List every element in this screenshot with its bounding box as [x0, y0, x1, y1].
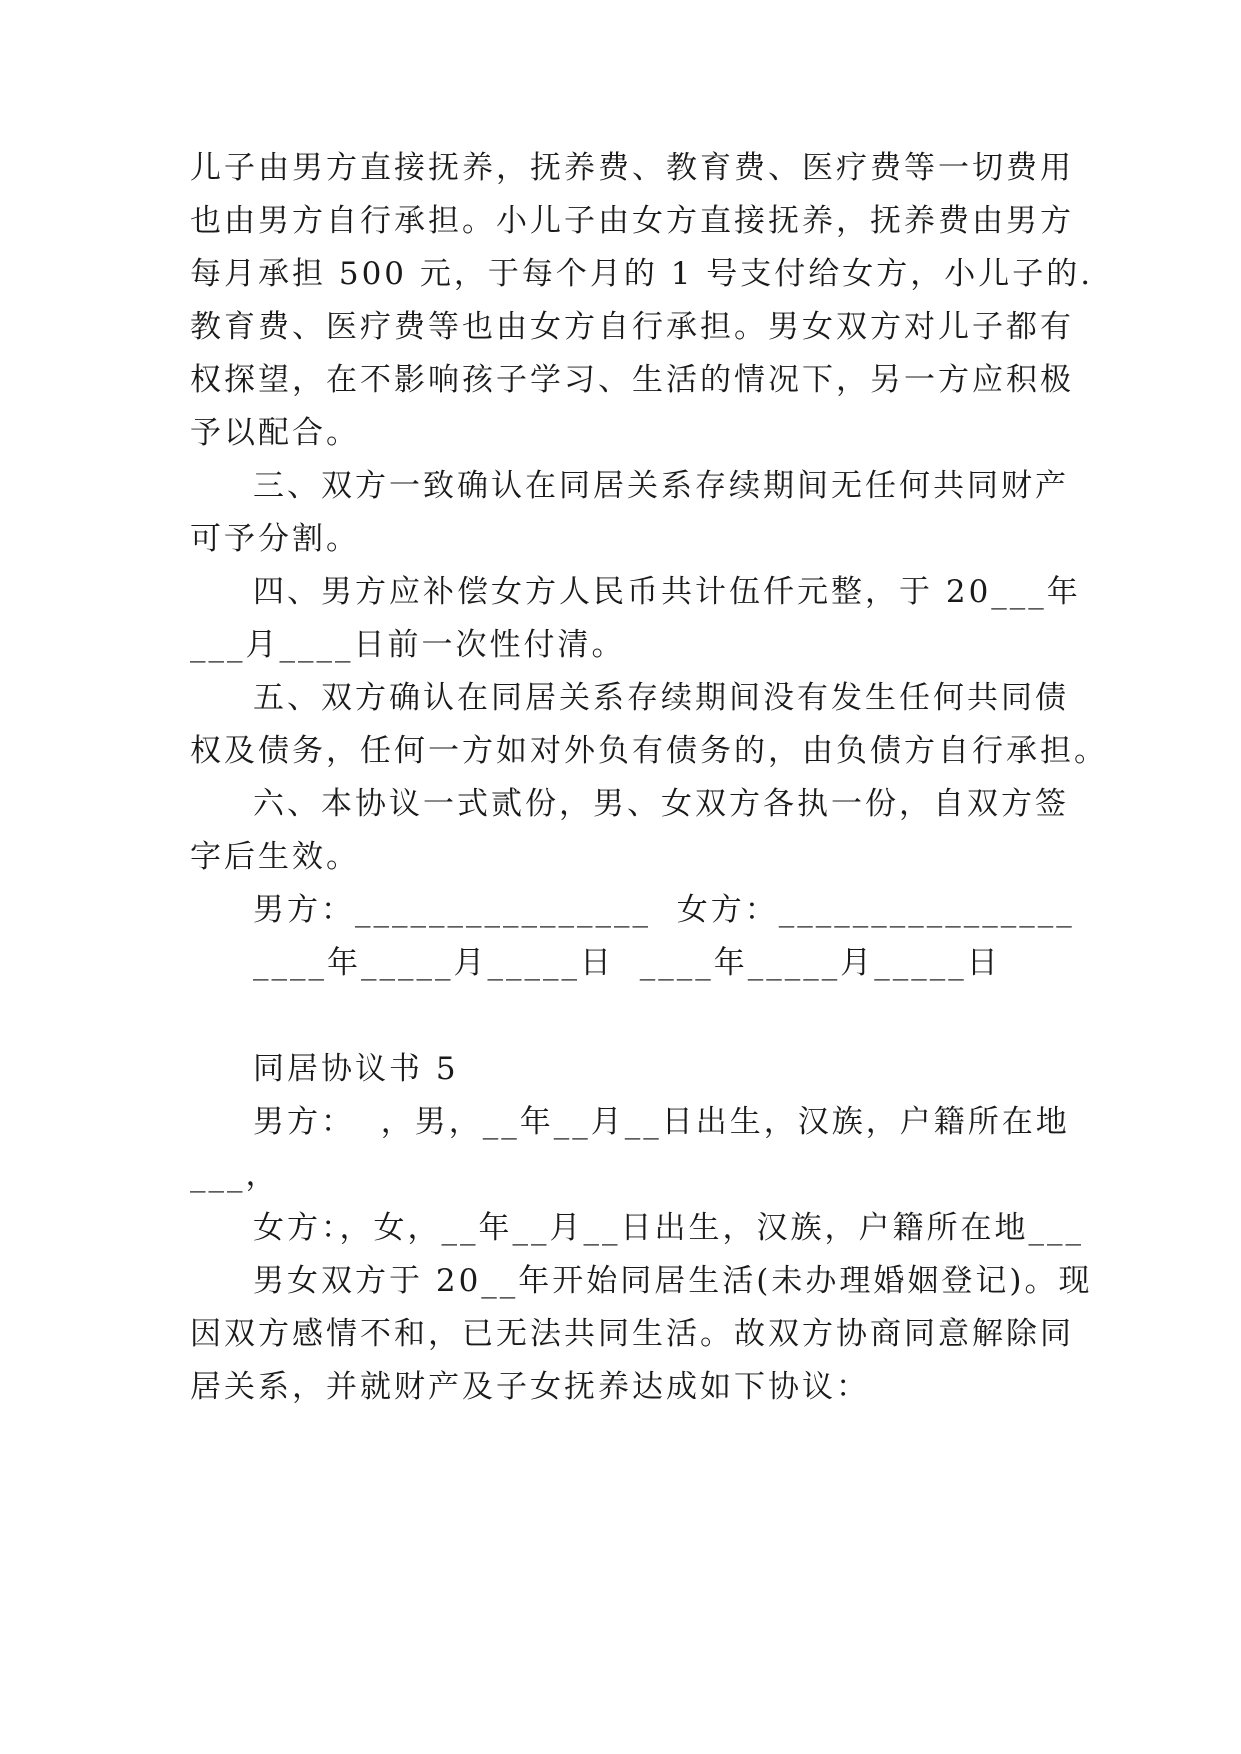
paragraph-line: 居关系，并就财产及子女抚养达成如下协议： — [190, 1369, 870, 1405]
paragraph-line: 每月承担 500 元，于每个月的 1 号支付给女方，小儿子的. — [190, 256, 1094, 292]
paragraph-line: 也由男方自行承担。小儿子由女方直接抚养，抚养费由男方 — [190, 203, 1074, 239]
paragraph-line: 因双方感情不和，已无法共同生活。故双方协商同意解除同 — [190, 1316, 1074, 1352]
paragraph-line: 教育费、医疗费等也由女方自行承担。男女双方对儿子都有 — [190, 309, 1074, 345]
paragraph-line: 权及债务，任何一方如对外负有债务的，由负债方自行承担。 — [190, 733, 1108, 769]
paragraph-line: 可予分割。 — [190, 521, 360, 557]
clause-six: 六、本协议一式贰份，男、女双方各执一份，自双方签 — [253, 786, 1069, 822]
paragraph-line: 字后生效。 — [190, 839, 360, 875]
paragraph-line: ___， — [190, 1157, 280, 1193]
female-party-info: 女方：，女，__年__月__日出生，汉族，户籍所在地___ — [253, 1210, 1084, 1246]
date-line: ____年_____月_____日 ____年_____月_____日 — [253, 945, 1001, 981]
section-title: 同居协议书 5 — [253, 1051, 459, 1087]
male-party-info: 男方： ，男，__年__月__日出生，汉族，户籍所在地 — [253, 1104, 1070, 1140]
paragraph-line: ___月____日前一次性付清。 — [190, 627, 626, 663]
paragraph-line: 权探望，在不影响孩子学习、生活的情况下，另一方应积极 — [190, 362, 1074, 398]
signature-line: 男方：________________ 女方：________________ — [253, 892, 1075, 928]
preamble-paragraph: 男女双方于 20__年开始同居生活(未办理婚姻登记)。现 — [253, 1263, 1093, 1299]
paragraph-line: 儿子由男方直接抚养，抚养费、教育费、医疗费等一切费用 — [190, 150, 1074, 186]
paragraph-line: 予以配合。 — [190, 415, 360, 451]
clause-four: 四、男方应补偿女方人民币共计伍仟元整，于 20___年 — [253, 574, 1081, 610]
clause-five: 五、双方确认在同居关系存续期间没有发生任何共同债 — [253, 680, 1069, 716]
clause-three: 三、双方一致确认在同居关系存续期间无任何共同财产 — [253, 468, 1069, 504]
